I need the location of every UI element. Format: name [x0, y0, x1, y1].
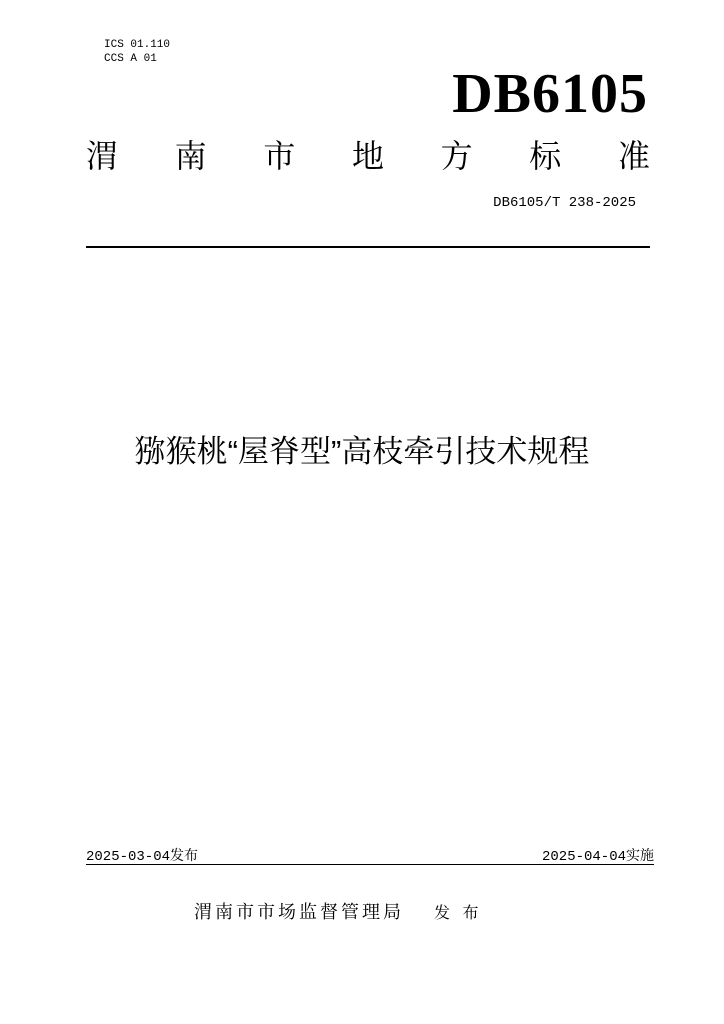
issuer-name: 渭南市市场监督管理局 — [194, 902, 404, 922]
bottom-divider — [86, 864, 654, 865]
implement-date: 2025-04-04 — [541, 849, 626, 865]
issuer-line — [194, 900, 482, 926]
standard-type-char: 市 — [263, 138, 296, 174]
standard-type — [86, 136, 650, 176]
classification-codes — [104, 38, 170, 66]
issuer-action: 发 布 — [434, 905, 483, 922]
implement-date-line — [542, 846, 654, 866]
standard-type-char: 渭 — [86, 138, 119, 174]
standard-type-char: 地 — [351, 138, 384, 174]
standard-type-char: 南 — [174, 138, 207, 174]
implement-label: 实施 — [626, 847, 654, 863]
db-code: DB6105 — [452, 63, 648, 125]
standard-type-char: 准 — [617, 138, 650, 174]
publish-date-line — [86, 846, 198, 866]
publish-label: 发布 — [170, 847, 199, 863]
standard-type-char: 标 — [529, 138, 562, 174]
ics-code: ICS 01.110 — [104, 39, 171, 51]
document-title: 猕猴桃“屋脊型”高枝牵引技术规程 — [134, 434, 590, 469]
ccs-code: CCS A 01 — [104, 53, 157, 65]
standard-number: DB6105/T 238-2025 — [493, 195, 636, 211]
top-divider — [86, 246, 650, 248]
publish-date: 2025-03-04 — [86, 849, 171, 865]
standard-type-char: 方 — [440, 138, 473, 174]
